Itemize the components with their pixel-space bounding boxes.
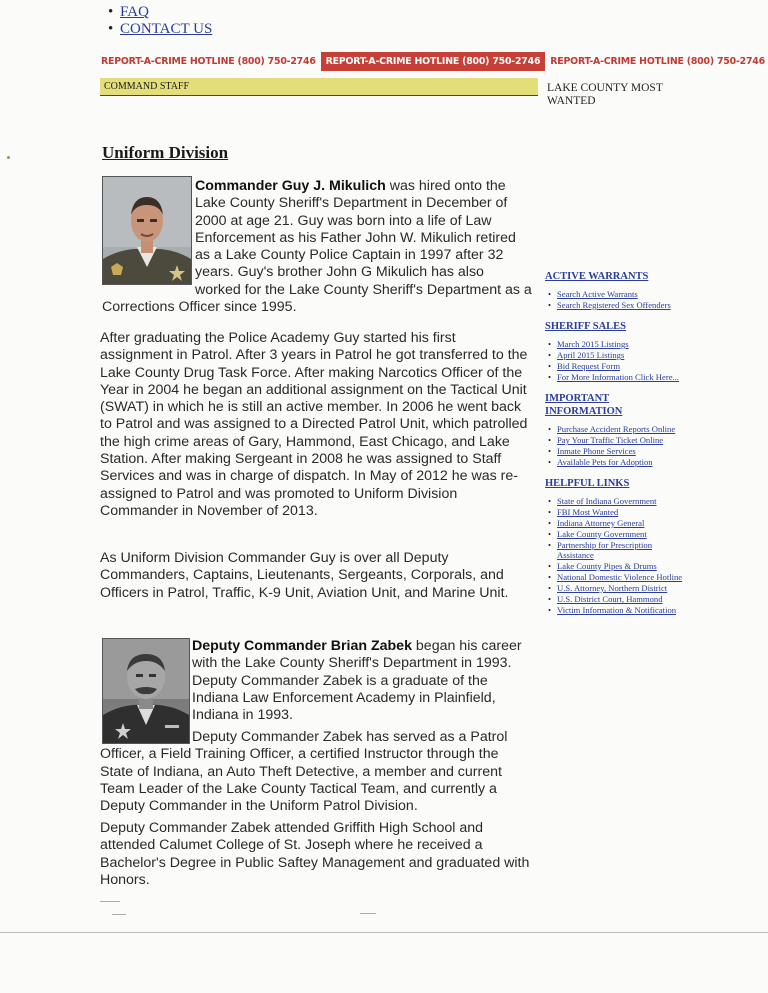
sidebar-link[interactable]: • April 2015 Listings [557,350,685,360]
deputy-intro-text: began his career with the Lake County Sheriff's Department in 1993. Deputy Commander Zabek is a graduate of the Indiana Law Enforcement Academy in Plainfield, Indiana in 1993. [192,638,522,724]
scan-mark [360,913,376,914]
scan-mark [100,901,120,902]
sidebar-link[interactable]: • Victim Information & Notification [557,605,685,615]
commander-bio-career: After graduating the Police Academy Guy started his first assignment in Patrol. After 3 years in Patrol he got transferred to the Lake County Drug Task Force. After making Narcotics Officer of the Year in 2004 he began an additional assignment on the Tactical Unit (SWAT) in which he is still an active member. In 2006 he went back to Patrol and was assigned to a Directed Patrol Unit, which patrolled the high crime areas of Gary, Hammond, East Chicago, and Lake Station. After making Sergeant in 2008 he was assigned to Staff Services and was in charge of dispatch. In May of 2012 he was re-assigned to Patrol and was promoted to Uniform Division Commander in November of 2013. [100,330,528,519]
sidebar-link[interactable]: • Available Pets for Adoption [557,457,685,467]
sidebar-link[interactable]: • Search Active Warrants [557,289,685,299]
sidebar-link[interactable]: • Indiana Attorney General [557,518,685,528]
sidebar-link[interactable]: • Bid Request Form [557,361,685,371]
top-nav [108,0,212,38]
page-title: Uniform Division [102,143,229,162]
sidebar-link[interactable]: • Lake County Government [557,529,685,539]
sidebar-section [545,392,685,467]
deputy-bio-education: Deputy Commander Zabek attended Griffith High School and attended Calumet College of St. Joseph where he received a Bachelor's Degree in Public Saftey Management and graduated with Honors. [100,820,530,888]
sidebar-heading-sheriff-sales[interactable]: SHERIFF SALES [545,321,627,332]
sidebar-link[interactable]: • U.S. District Court, Hammond [557,594,685,604]
top-nav-faq [108,4,212,21]
commander-bio-intro [102,178,532,316]
most-wanted-title[interactable]: LAKE COUNTY MOST WANTED [547,82,663,107]
deputy-bio-intro [100,638,530,724]
command-staff-bar[interactable]: COMMAND STAFF [100,78,538,96]
sidebar [545,270,685,625]
deputy-career-text: Deputy Commander Zabek has served as a Patrol Officer, a Field Training Officer, a certified Instructor through the State of Indiana, an Auto Theft Detective, a member and current Team Leader of the Lake County Tactical Team, and currently a Deputy Commander in the Uniform Patrol Division. [100,729,508,815]
contact-us-link[interactable]: CONTACT US [120,21,213,37]
scan-mark [112,914,126,915]
hotline-banner [100,50,765,72]
sidebar-link[interactable]: • Purchase Accident Reports Online [557,424,685,434]
sidebar-link[interactable]: • Search Registered Sex Offenders [557,300,685,310]
sidebar-link[interactable]: • National Domestic Violence Hotline [557,572,685,582]
sidebar-link[interactable]: • State of Indiana Government [557,496,685,506]
sidebar-link[interactable]: • March 2015 Listings [557,339,685,349]
commander-intro-text: was hired onto the Lake County Sheriff's Department in December of 2000 at age 21. Guy was born into a life of Law Enforcement as his Father John W. Mikulich retired as a Lake County Police Captain in 1997 after 32 years. Guy's brother John G Mikulich has also worked for the Lake County Sheriff's Department as a Corrections Officer since 1995. [102,178,532,316]
commander-bio-role: As Uniform Division Commander Guy is over all Deputy Commanders, Captains, Lieutenants, Sergeants, Corporals, and Officers in Patrol, Traffic, K-9 Unit, Aviation Unit, and Marine Unit. [100,550,509,601]
hotline-right: REPORT-A-CRIME HOTLINE (800) 750-2746 [550,55,765,67]
deputy-name: Deputy Commander Brian Zabek [192,638,412,654]
sidebar-heading-helpful-links[interactable]: HELPFUL LINKS [545,478,630,489]
sidebar-link[interactable]: • Partnership for Prescription Assistance [557,540,685,560]
sidebar-link[interactable]: • FBI Most Wanted [557,507,685,517]
sidebar-link[interactable]: • Lake County Pipes & Drums [557,561,685,571]
scan-mark [7,156,10,159]
hotline-left: REPORT-A-CRIME HOTLINE (800) 750-2746 [101,55,316,67]
sidebar-link[interactable]: • Pay Your Traffic Ticket Online [557,435,685,445]
top-nav-contact [108,21,212,38]
commander-name: Commander Guy J. Mikulich [195,178,386,194]
sidebar-section [545,320,685,382]
sidebar-section [545,477,685,615]
deputy-bio-career [100,729,528,815]
faq-link[interactable]: FAQ [120,4,149,20]
hotline-center[interactable]: REPORT-A-CRIME HOTLINE (800) 750-2746 [321,52,546,71]
sidebar-link[interactable]: • U.S. Attorney, Northern District [557,583,685,593]
sidebar-link[interactable]: • Inmate Phone Services [557,446,685,456]
sidebar-link[interactable]: • For More Information Click Here... [557,372,685,382]
sidebar-heading-important-information[interactable]: IMPORTANT INFORMATION [545,393,623,417]
sidebar-heading-active-warrants[interactable]: ACTIVE WARRANTS [545,271,649,282]
sidebar-section [545,270,685,310]
page-edge [0,932,768,933]
